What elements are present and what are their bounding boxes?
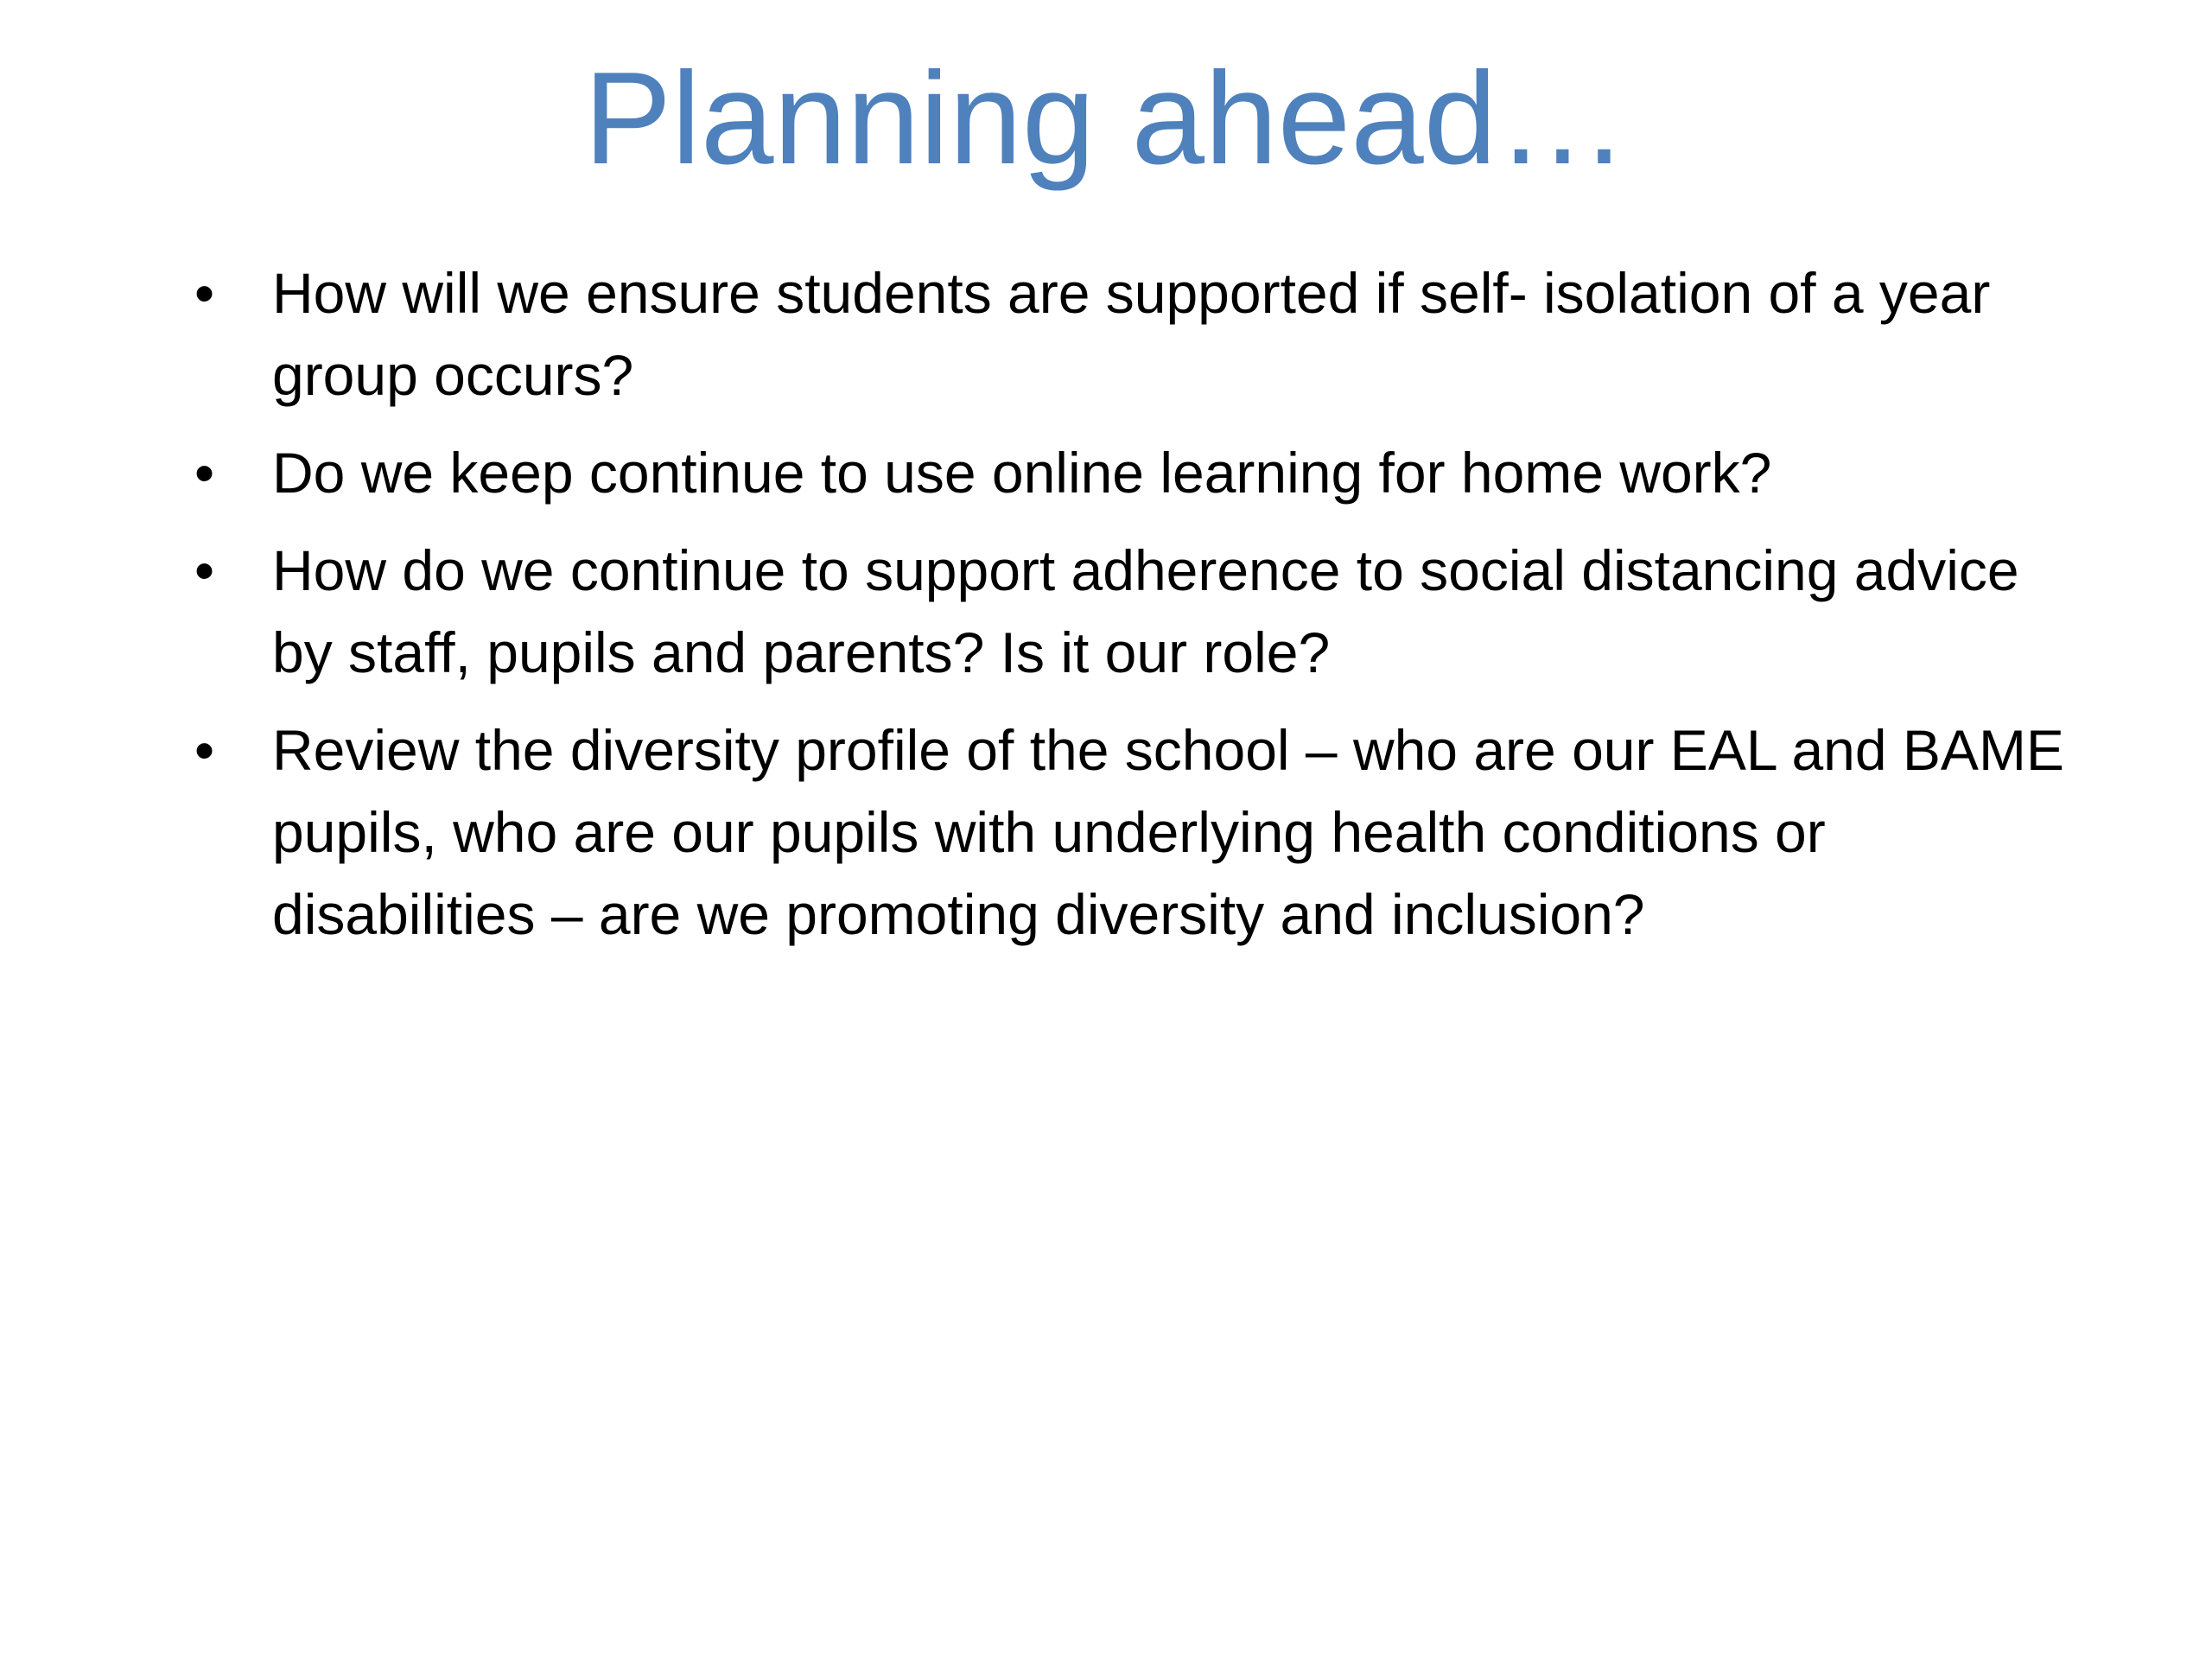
bullet-icon: • [194,261,215,325]
bullet-icon: • [194,441,215,505]
bullet-item-2 [186,432,2069,514]
slide-title: Planning ahead… [583,45,1629,192]
bullet-item-3 [186,530,2069,694]
bullet-text: Review the diversity profile of the school – who are our EAL and BAME pupils, who are our pupils with underlying health conditions or disabilities – are we promoting diversity and inclusion? [272,718,2064,946]
bullet-icon: • [194,718,215,782]
bullet-icon: • [194,538,215,602]
bullet-item-1 [186,252,2069,416]
bullet-text: Do we keep continue to use online learning for home work? [272,441,1772,505]
bullet-list [186,252,2069,971]
bullet-text: How do we continue to support adherence to social distancing advice by staff, pupils and parents? Is it our role? [272,538,2019,684]
bullet-item-4 [186,709,2069,956]
bullet-text: How will we ensure students are supported if self- isolation of a year group occurs? [272,261,1991,407]
